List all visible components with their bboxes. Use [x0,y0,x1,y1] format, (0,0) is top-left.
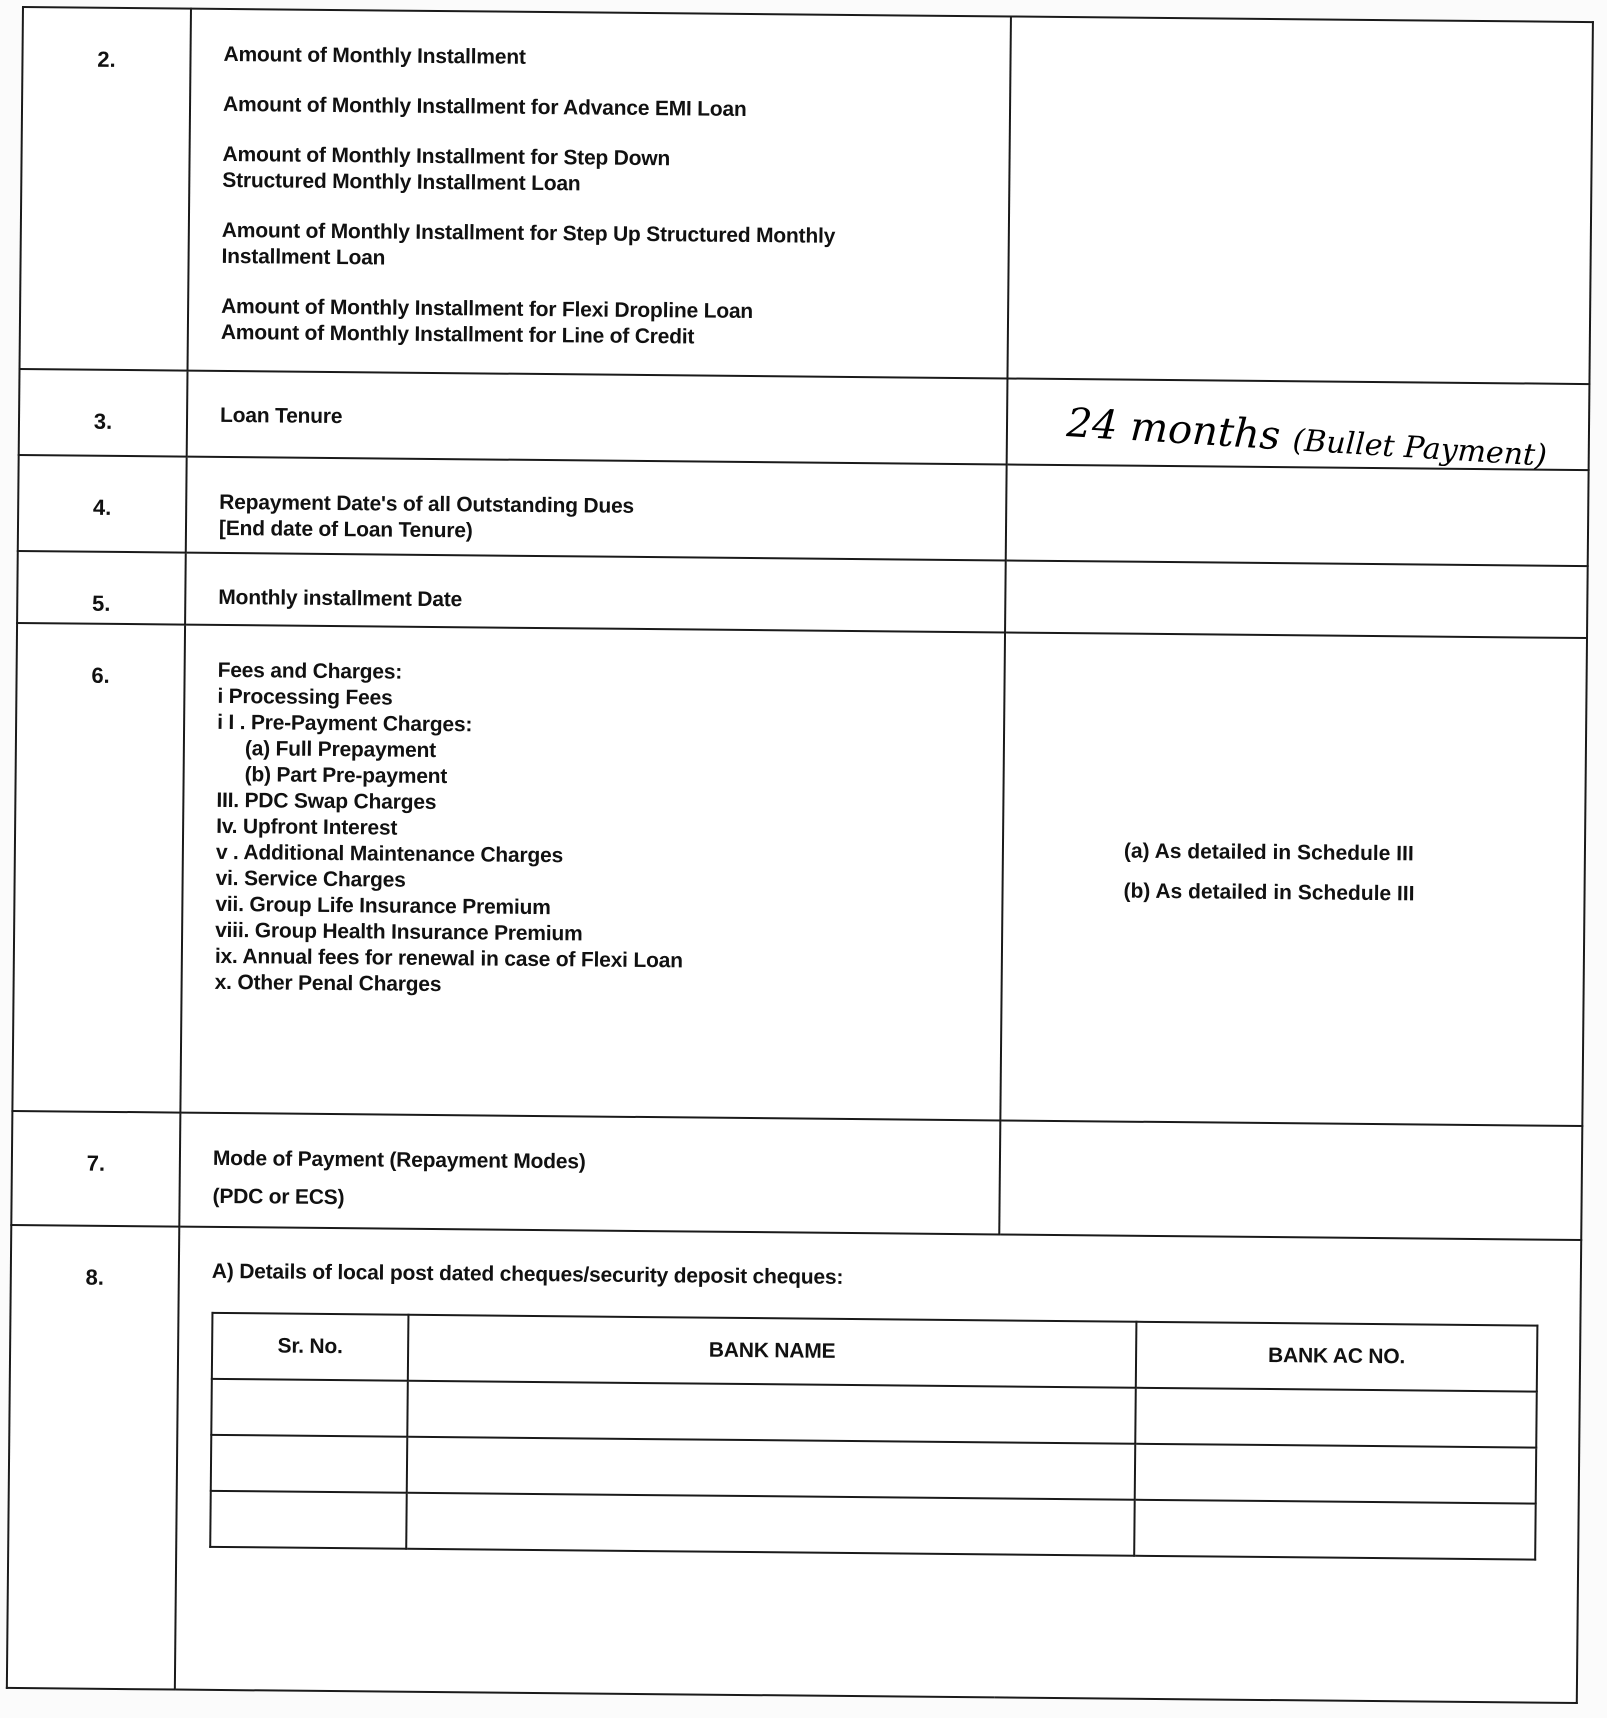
list-item: (a) Full Prepayment [244,737,437,763]
cheque-details [175,1227,1581,1703]
row-2 [20,7,1593,384]
header-bank-ac-no: BANK AC NO. [1136,1322,1538,1392]
schedule-ref-b: (b) As detailed in Schedule III [1123,879,1415,906]
line: [End date of Loan Tenure) [218,516,473,543]
loan-tenure-label: Loan Tenure [187,371,1008,465]
cell-bank-name [407,1437,1136,1500]
cell-bank-name [407,1381,1136,1444]
list-item: III. PDC Swap Charges [216,788,437,815]
list-item: (b) Part Pre-payment [244,763,448,789]
line: Amount of Monthly Installment for Step Down Structured Monthly Installment Loan [222,142,671,196]
fees-heading: Fees and Charges: [217,658,403,684]
value-cell [1006,464,1589,566]
line: (PDC or ECS) [212,1184,345,1210]
table-row [210,1491,1535,1560]
list-item: viii. Group Health Insurance Premium [215,918,583,946]
schedule-ref-a: (a) As detailed in Schedule III [1123,839,1414,866]
installment-amounts [188,9,1011,379]
cell-bank-ac-no [1134,1500,1536,1560]
line: Amount of Monthly Installment for Line of Credit [220,320,695,349]
handwritten-months: 24 months [1065,400,1282,460]
handwritten-tenure [1065,400,1548,476]
row-7 [11,1111,1582,1240]
line: Repayment Date's of all Outstanding Dues [219,490,635,518]
row-6 [12,623,1587,1126]
list-item: v . Additional Maintenance Charges [215,840,564,868]
cell-sr-no [210,1491,407,1549]
loan-terms-sheet [6,6,1592,1704]
row-8 [7,1225,1581,1703]
list-item: x. Other Penal Charges [214,970,442,997]
loan-tenure-value [1007,378,1590,474]
row-number: 6. [12,623,185,1113]
list-item: vii. Group Life Insurance Premium [215,892,551,920]
fees-and-charges [180,625,1005,1121]
cell-sr-no [211,1435,408,1493]
row-3 [19,369,1590,470]
fees-value-cell [1000,632,1587,1126]
row-4 [18,455,1589,566]
installment-date-label: Monthly installment Date [185,553,1006,633]
row-number: 4. [18,455,187,553]
header-bank-name: BANK NAME [408,1315,1137,1388]
loan-terms-table [6,6,1594,1704]
value-cell [999,1120,1582,1240]
line: Mode of Payment (Repayment Modes) [212,1146,586,1174]
cell-bank-ac-no [1135,1388,1537,1448]
row-number: 7. [11,1111,180,1227]
list-item: vi. Service Charges [215,866,406,892]
handwritten-note: (Bullet Payment) [1291,423,1548,474]
cheque-details-label: A) Details of local post dated cheques/security deposit cheques: [211,1259,844,1289]
cheque-table [209,1312,1538,1561]
row-number: 3. [19,369,188,457]
line: Amount of Monthly Installment for Flexi Dropline Loan [221,294,754,324]
line: Amount of Monthly Installment for Step Up Structured Monthly Installment Loan [221,218,836,270]
row-number: 5. [17,551,186,625]
fees-list [215,658,978,1003]
line: Amount of Monthly Installment for Advance EMI Loan [222,92,747,121]
list-item: i I . Pre-Payment Charges: [217,710,473,737]
repayment-date-label [186,457,1007,561]
row-number: 8. [7,1225,179,1690]
cell-sr-no [211,1379,408,1437]
payment-mode-label [179,1113,1000,1235]
value-cell [1007,16,1592,384]
header-sr-no: Sr. No. [212,1313,409,1381]
cell-bank-name [406,1493,1135,1556]
cell-bank-ac-no [1135,1444,1537,1504]
value-cell [1005,560,1588,638]
schedule-references [1123,840,1415,923]
line: Amount of Monthly Installment [223,42,526,69]
list-item: i Processing Fees [217,684,393,710]
row-number: 2. [20,7,191,371]
list-item: Iv. Upfront Interest [216,814,398,840]
list-item: ix. Annual fees for renewal in case of Flexi Loan [214,944,683,973]
